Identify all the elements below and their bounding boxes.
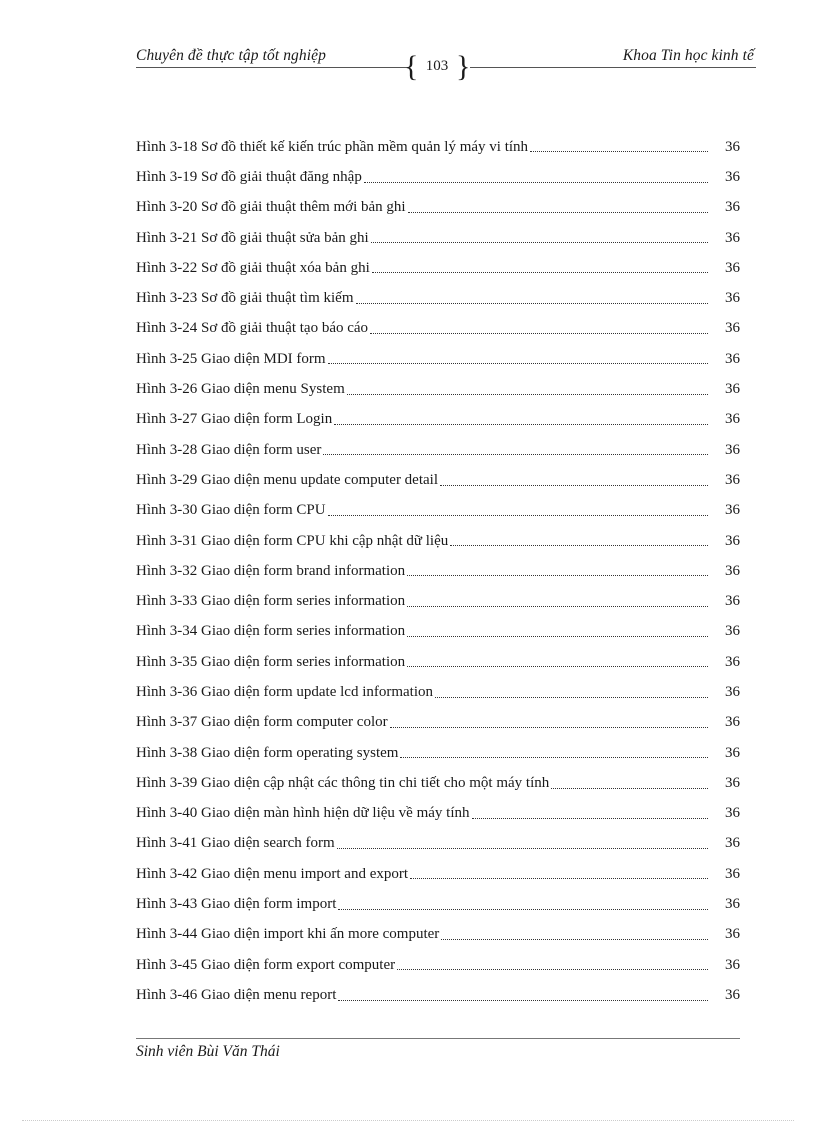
figure-ref: Hình 3-40 <box>136 805 198 822</box>
figure-title: Giao diện màn hình hiện dữ liệu về máy tính <box>201 805 470 822</box>
figure-page-number: 36 <box>725 683 740 700</box>
figure-ref: Hình 3-38 <box>136 744 198 761</box>
footer-rule <box>136 1038 740 1039</box>
figure-title: Giao diện form user <box>201 441 322 458</box>
toc-entry[interactable] <box>136 920 740 950</box>
figure-ref: Hình 3-24 <box>136 320 198 337</box>
dot-leader <box>390 726 708 728</box>
dot-leader <box>407 635 708 637</box>
figure-title: Giao diện form CPU <box>201 502 326 519</box>
figure-ref: Hình 3-33 <box>136 593 198 610</box>
figure-ref: Hình 3-26 <box>136 381 198 398</box>
figure-page-number: 36 <box>725 411 740 428</box>
figure-page-number: 36 <box>725 623 740 640</box>
figure-page-number: 36 <box>725 744 740 761</box>
figure-title: Giao diện import khi ấn more computer <box>201 926 440 943</box>
dot-leader <box>450 544 708 546</box>
toc-entry[interactable] <box>136 768 740 798</box>
toc-entry[interactable] <box>136 223 740 253</box>
dot-leader <box>347 393 708 395</box>
figure-page-number: 36 <box>725 350 740 367</box>
toc-entry[interactable] <box>136 586 740 616</box>
toc-entry[interactable] <box>136 344 740 374</box>
figure-title: Giao diện menu System <box>201 381 345 398</box>
page-number: 103 <box>425 58 449 74</box>
toc-entry[interactable] <box>136 950 740 980</box>
figure-page-number: 36 <box>725 986 740 1003</box>
figure-page-number: 36 <box>725 865 740 882</box>
toc-entry[interactable] <box>136 162 740 192</box>
dot-leader <box>551 787 708 789</box>
figure-ref: Hình 3-18 <box>136 138 198 155</box>
figure-title: Giao diện menu import and export <box>201 865 409 882</box>
dot-leader <box>338 908 708 910</box>
dot-leader <box>440 484 708 486</box>
figure-title: Sơ đồ giải thuật tìm kiếm <box>201 290 354 307</box>
dot-leader <box>435 696 708 698</box>
dot-leader <box>364 181 708 183</box>
dot-leader <box>407 605 708 607</box>
figure-page-number: 36 <box>725 320 740 337</box>
toc-entry[interactable] <box>136 283 740 313</box>
figure-title: Giao diện form operating system <box>201 744 399 761</box>
figure-page-number: 36 <box>725 199 740 216</box>
toc-entry[interactable] <box>136 465 740 495</box>
figure-title: Sơ đồ giải thuật đăng nhập <box>201 168 362 185</box>
dot-leader <box>323 453 708 455</box>
figure-ref: Hình 3-21 <box>136 229 198 246</box>
toc-entry[interactable] <box>136 799 740 829</box>
dot-leader <box>371 241 708 243</box>
figure-ref: Hình 3-37 <box>136 714 198 731</box>
toc-entry[interactable] <box>136 617 740 647</box>
dot-leader <box>408 211 708 213</box>
figure-page-number: 36 <box>725 502 740 519</box>
dot-leader <box>372 271 708 273</box>
figure-ref: Hình 3-36 <box>136 683 198 700</box>
figure-title: Giao diện form series information <box>201 593 406 610</box>
figure-ref: Hình 3-44 <box>136 926 198 943</box>
figure-title: Giao diện form Login <box>201 411 333 428</box>
figure-title: Sơ đồ giải thuật xóa bản ghi <box>201 259 370 276</box>
toc-entry[interactable] <box>136 889 740 919</box>
dot-leader <box>334 423 708 425</box>
figure-title: Giao diện form series information <box>201 623 406 640</box>
figure-ref: Hình 3-34 <box>136 623 198 640</box>
header-rule-left <box>136 67 408 68</box>
figure-title: Giao diện menu report <box>201 986 337 1003</box>
header-rule-right <box>470 67 756 68</box>
toc-entry[interactable] <box>136 708 740 738</box>
toc-entry[interactable] <box>136 253 740 283</box>
toc-entry[interactable] <box>136 314 740 344</box>
figure-page-number: 36 <box>725 532 740 549</box>
figure-title: Giao diện form import <box>201 896 337 913</box>
toc-entry[interactable] <box>136 556 740 586</box>
figure-page-number: 36 <box>725 471 740 488</box>
figure-ref: Hình 3-31 <box>136 532 198 549</box>
toc-entry[interactable] <box>136 980 740 1010</box>
figure-title: Sơ đồ giải thuật sửa bản ghi <box>201 229 369 246</box>
toc-entry[interactable] <box>136 829 740 859</box>
figure-title: Giao diện form computer color <box>201 714 388 731</box>
toc-entry[interactable] <box>136 647 740 677</box>
figure-page-number: 36 <box>725 138 740 155</box>
figure-page-number: 36 <box>725 441 740 458</box>
figure-page-number: 36 <box>725 562 740 579</box>
figure-title: Giao diện form brand information <box>201 562 406 579</box>
toc-entry[interactable] <box>136 677 740 707</box>
dot-leader <box>407 665 708 667</box>
dot-leader <box>370 332 708 334</box>
figure-title: Sơ đồ giải thuật thêm mới bản ghi <box>201 199 406 216</box>
figure-title: Giao diện search form <box>201 835 335 852</box>
dot-leader <box>337 847 708 849</box>
figure-page-number: 36 <box>725 896 740 913</box>
figure-page-number: 36 <box>725 774 740 791</box>
figure-page-number: 36 <box>725 653 740 670</box>
dot-leader <box>407 574 708 576</box>
figure-ref: Hình 3-19 <box>136 168 198 185</box>
toc-entry[interactable] <box>136 193 740 223</box>
figure-ref: Hình 3-23 <box>136 290 198 307</box>
figure-ref: Hình 3-22 <box>136 259 198 276</box>
figure-title: Giao diện cập nhật các thông tin chi tiết cho một máy tính <box>201 774 550 791</box>
header-left-title: Chuyên đề thực tập tốt nghiệp <box>136 47 326 64</box>
toc-entry[interactable] <box>136 526 740 556</box>
figure-title: Giao diện form CPU khi cập nhật dữ liệu <box>201 532 449 549</box>
figure-ref: Hình 3-28 <box>136 441 198 458</box>
figure-ref: Hình 3-35 <box>136 653 198 670</box>
figure-ref: Hình 3-42 <box>136 865 198 882</box>
figure-ref: Hình 3-41 <box>136 835 198 852</box>
figure-ref: Hình 3-39 <box>136 774 198 791</box>
figure-title: Giao diện form series information <box>201 653 406 670</box>
figure-page-number: 36 <box>725 714 740 731</box>
figure-page-number: 36 <box>725 805 740 822</box>
dot-leader <box>400 756 708 758</box>
page-number-left-brace: { <box>404 50 419 83</box>
figure-ref: Hình 3-45 <box>136 956 198 973</box>
figure-title: Giao diện form export computer <box>201 956 396 973</box>
figure-title: Giao diện form update lcd information <box>201 683 434 700</box>
figure-page-number: 36 <box>725 229 740 246</box>
dot-leader <box>328 514 708 516</box>
dot-leader <box>328 362 708 364</box>
figure-ref: Hình 3-27 <box>136 411 198 428</box>
figure-title: Sơ đồ giải thuật tạo báo cáo <box>201 320 369 337</box>
figure-page-number: 36 <box>725 168 740 185</box>
dot-leader <box>338 999 708 1001</box>
figure-page-number: 36 <box>725 290 740 307</box>
dot-leader <box>472 817 709 819</box>
figure-page-number: 36 <box>725 259 740 276</box>
dot-leader <box>410 877 708 879</box>
toc-entry[interactable] <box>136 435 740 465</box>
figure-page-number: 36 <box>725 835 740 852</box>
list-of-figures <box>136 132 740 1011</box>
figure-ref: Hình 3-32 <box>136 562 198 579</box>
figure-ref: Hình 3-20 <box>136 199 198 216</box>
figure-page-number: 36 <box>725 381 740 398</box>
toc-entry[interactable] <box>136 132 740 162</box>
toc-entry[interactable] <box>136 859 740 889</box>
figure-ref: Hình 3-30 <box>136 502 198 519</box>
figure-page-number: 36 <box>725 593 740 610</box>
dot-leader <box>397 968 708 970</box>
toc-entry[interactable] <box>136 738 740 768</box>
toc-entry[interactable] <box>136 496 740 526</box>
toc-entry[interactable] <box>136 374 740 404</box>
figure-title: Giao diện MDI form <box>201 350 326 367</box>
page-bottom-edge <box>22 1120 794 1121</box>
figure-ref: Hình 3-46 <box>136 986 198 1003</box>
toc-entry[interactable] <box>136 405 740 435</box>
header-right-title: Khoa Tin học kinh tế <box>622 47 754 64</box>
page-number-right-brace: } <box>456 50 471 83</box>
footer-author: Sinh viên Bùi Văn Thái <box>136 1043 280 1060</box>
figure-ref: Hình 3-25 <box>136 350 198 367</box>
figure-title: Sơ đồ thiết kế kiến trúc phần mềm quản lý máy vi tính <box>201 138 529 155</box>
dot-leader <box>441 938 708 940</box>
figure-title: Giao diện menu update computer detail <box>201 471 439 488</box>
dot-leader <box>356 302 708 304</box>
figure-page-number: 36 <box>725 956 740 973</box>
figure-ref: Hình 3-29 <box>136 471 198 488</box>
figure-page-number: 36 <box>725 926 740 943</box>
dot-leader <box>530 150 708 152</box>
figure-ref: Hình 3-43 <box>136 896 198 913</box>
